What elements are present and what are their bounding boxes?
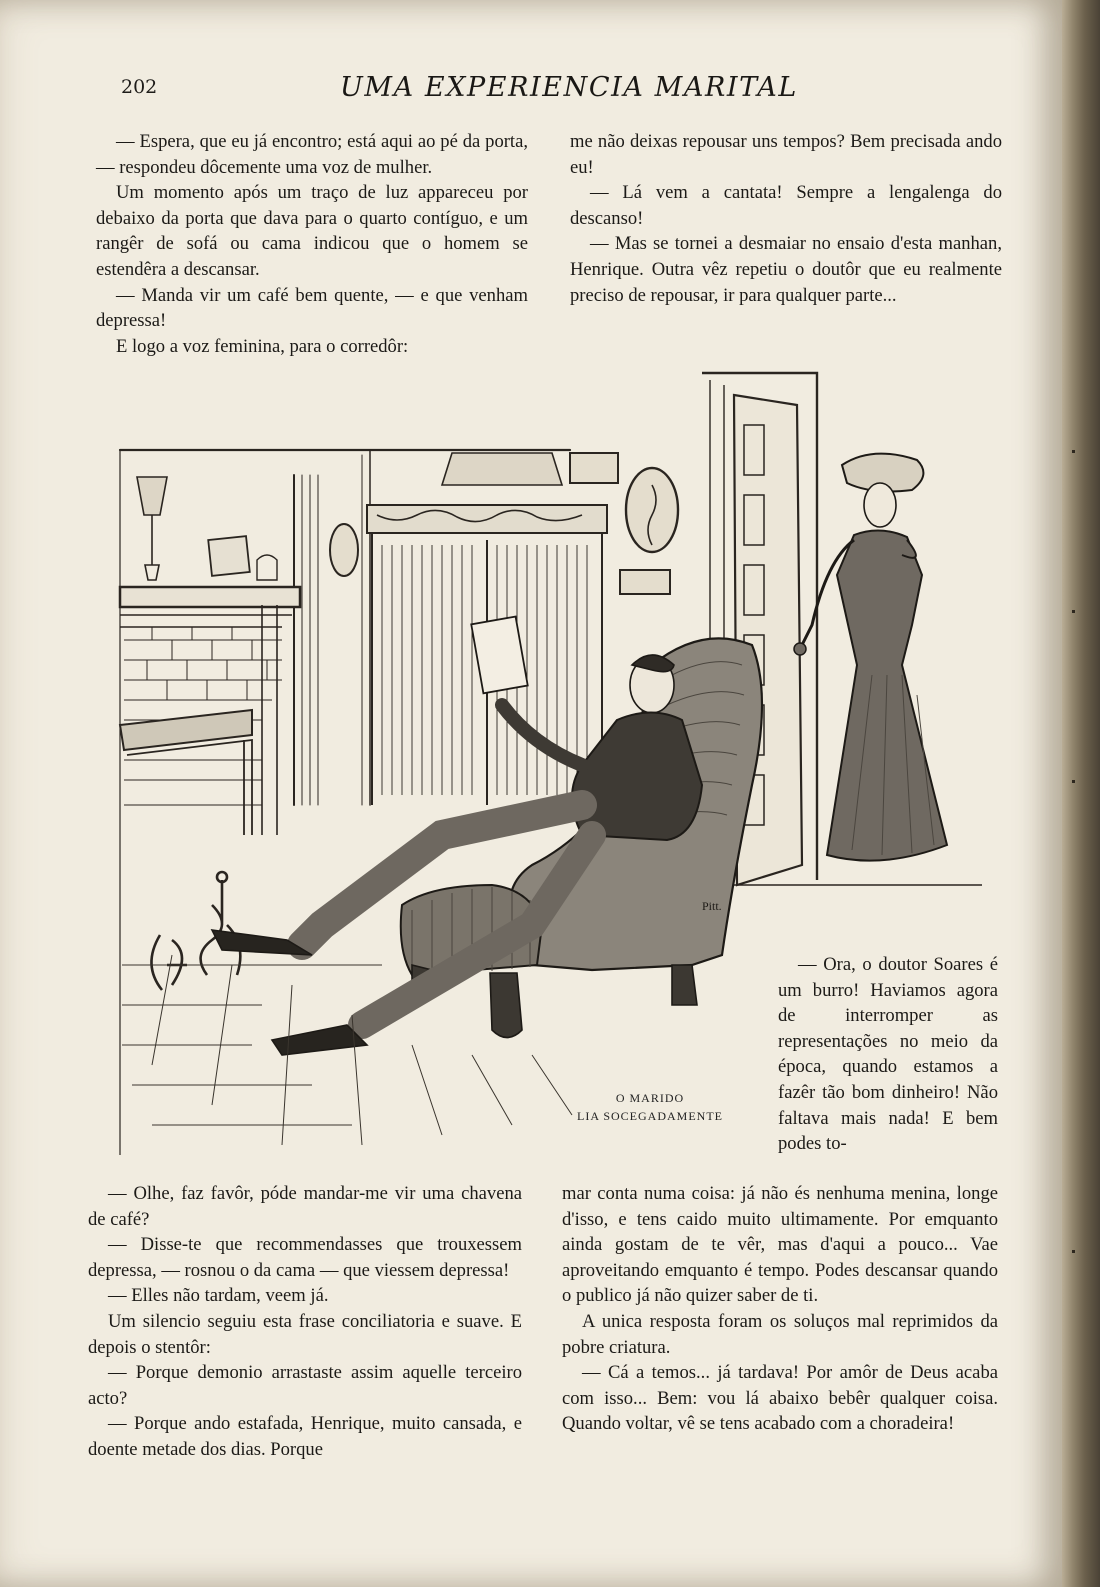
text-column-mid-right bbox=[778, 952, 998, 1157]
paragraph: — Lá vem a cantata! Sempre a lengalenga do descanso! bbox=[570, 182, 1002, 229]
paragraph: — Elles não tardam, veem já. bbox=[108, 1285, 329, 1307]
paragraph: E logo a voz feminina, para o corredôr: bbox=[116, 335, 409, 357]
running-title: UMA EXPERIENCIA MARITAL bbox=[340, 72, 798, 103]
text-column-bottom-right bbox=[562, 1181, 998, 1437]
paragraph: — Manda vir um café bem quente, — e que venham depressa! bbox=[96, 284, 528, 332]
paragraph: — Olhe, faz favôr, póde mandar-me vir uma chavena de café? bbox=[88, 1183, 522, 1230]
text-column-top-right bbox=[570, 129, 1002, 308]
paragraph: — Porque demonio arrastaste assim aquelle terceiro acto? bbox=[88, 1362, 522, 1409]
fireplace bbox=[120, 477, 300, 990]
artist-signature: Pitt. bbox=[702, 899, 722, 913]
text-column-top-left bbox=[96, 129, 528, 359]
paragraph: me não deixas repousar uns tempos? Bem precisada ando eu! bbox=[570, 131, 1002, 178]
paragraph: — Porque ando estafada, Henrique, muito cansada, e doente metade dos dias. Porque bbox=[88, 1413, 522, 1460]
text-column-bottom-left bbox=[88, 1181, 522, 1463]
page-edge bbox=[1062, 0, 1100, 1587]
paragraph: — Espera, que eu já encontro; está aqui ao pé da porta, — respondeu dôcemente uma voz de mulher. bbox=[96, 131, 528, 178]
page-number: 202 bbox=[121, 76, 158, 98]
paragraph: — Cá a temos... já tardava! Por amôr de Deus acaba com isso... Bem: vou lá abaixo bebêr qualquer coisa. Quando voltar, vê se tens acabado com a choradeira! bbox=[562, 1362, 998, 1435]
paragraph: Um momento após um traço de luz appareceu por debaixo da porta que dava para o quarto contíguo, e um rangêr de sofá ou cama indicou que o homem se estendêra a descansar. bbox=[96, 182, 528, 280]
illustration-caption bbox=[555, 1089, 745, 1125]
paragraph: A unica resposta foram os soluços mal reprimidos da pobre criatura. bbox=[562, 1310, 998, 1358]
caption-line: LIA SOCEGADAMENTE bbox=[577, 1109, 723, 1123]
paragraph: — Disse-te que recommendasses que trouxessem depressa, — rosnou o da cama — que viessem depressa! bbox=[88, 1234, 522, 1281]
paragraph: — Mas se tornei a desmaiar no ensaio d'esta manhan, Henrique. Outra vêz repetiu o doutôr que eu realmente preciso de repousar, ir para qualquer parte... bbox=[570, 233, 1002, 306]
caption-line: O MARIDO bbox=[615, 1091, 685, 1105]
paragraph: — Ora, o doutor Soares é um burro! Haviamos agora de interromper as representações no meio da época, quando estamos a fazêr tão bom dinheiro! Não faltava mais nada! E bem podes to- bbox=[778, 954, 998, 1155]
paragraph: Um silencio seguiu esta frase conciliatoria e suave. E depois o stentôr: bbox=[88, 1310, 522, 1358]
man-figure bbox=[212, 617, 702, 1055]
paragraph: mar conta numa coisa: já não és nenhuma menina, longe d'isso, e tens caido muito ultimamente. Por emquanto ainda gostam de te vêr, mas d'aqui a pouco... Vae aproveitando emquanto é tempo. Podes descansar quando o publico já não quizer saber de ti. bbox=[562, 1183, 998, 1307]
